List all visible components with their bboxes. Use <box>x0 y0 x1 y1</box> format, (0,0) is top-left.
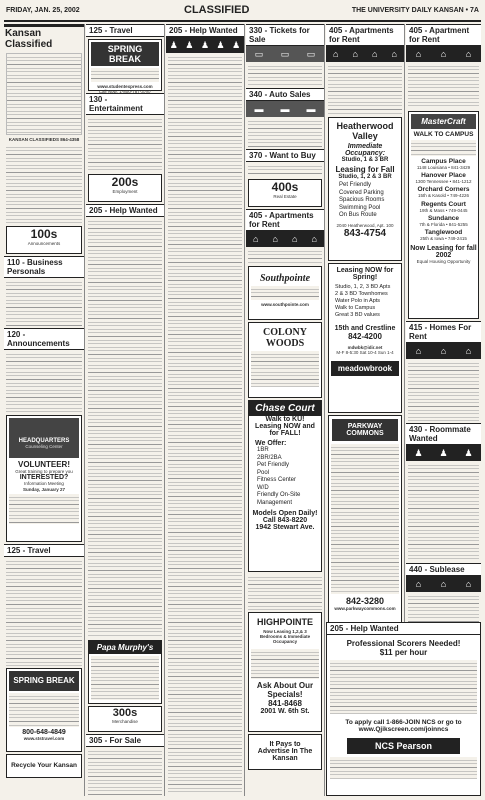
cat-400-box <box>248 179 322 207</box>
equal-housing: Equal Housing Opportunity <box>416 259 471 265</box>
chase-item: Fitness Center <box>257 477 297 483</box>
chase-addr: 1942 Stewart Ave. <box>255 524 315 531</box>
heading-340: 340 - Auto Sales <box>246 88 324 101</box>
property-name: Regents Court <box>421 200 466 208</box>
heading-130: 130 - Entertainment <box>86 93 164 115</box>
house-icon: ⌂ <box>333 49 339 59</box>
hv-item: Spacious Rooms <box>339 197 385 203</box>
property-list <box>409 158 478 241</box>
property-name: Sundance <box>427 214 460 222</box>
cat-100: 100s <box>30 227 58 242</box>
heading-405-c6: 405 - Apartment for Rent <box>406 24 481 46</box>
body-405-c5 <box>328 63 402 115</box>
cat-400: 400s <box>271 180 299 194</box>
hv-item: Swimming Pool <box>339 204 381 211</box>
property-phone: 7th & Florida • 841-5255 <box>419 221 468 227</box>
hv-studio: Studio, 1 & 3 BR <box>341 157 389 163</box>
house-icon: ⌂ <box>440 346 447 356</box>
house-icon: ⌂ <box>415 579 422 589</box>
southpointe-ad <box>248 266 322 320</box>
chase-phone: Call 843-8220 <box>262 517 308 524</box>
chase-title: Chase Court <box>249 401 321 416</box>
house-icon: ⌂ <box>440 49 447 59</box>
property-name: Orchard Corners <box>417 186 470 194</box>
body-130 <box>88 116 162 172</box>
hp-leasing: Now Leasing 1,2,& 3 Bedrooms & Immediate Occupancy <box>259 629 311 645</box>
body-415 <box>408 360 479 422</box>
hv-title: Heatherwood Valley <box>336 121 394 141</box>
southpointe-url: www.southpointe.com <box>261 302 309 307</box>
cat-400-label: Real Estate <box>273 194 297 199</box>
papa-murphys-ad <box>88 640 162 704</box>
property-name: Hanover Place <box>421 172 466 180</box>
pays-text: It Pays to Advertise In The Kansan <box>257 741 313 762</box>
sb-phone: 800-648-4849 <box>22 729 66 737</box>
body-205-c3 <box>168 54 242 794</box>
sublease-icons <box>406 576 481 592</box>
body-110 <box>6 279 82 327</box>
chase-item: Friendly On-Site Management <box>257 492 301 506</box>
crest: 15th and Crestline <box>334 325 396 332</box>
hv-fall: Leasing for Fall <box>335 165 395 174</box>
property-phone: 1300 Tennessee • 841-1212 <box>415 179 472 185</box>
cat-200-label: Employment <box>112 189 138 194</box>
ticket-icon: ▭ <box>254 48 264 59</box>
person-icon: ♟ <box>232 39 241 50</box>
springbreak-ad <box>6 668 82 752</box>
column-1 <box>4 24 85 796</box>
house-icon: ⌂ <box>292 234 298 244</box>
southpointe-logo: Southpointe <box>259 273 311 284</box>
heading-370: 370 - Want to Buy <box>246 149 324 162</box>
mdw-url: mdwbk@idir.net <box>347 345 383 350</box>
recycle-text: Recycle Your Kansan <box>11 762 77 770</box>
help-wanted-icons <box>166 37 244 53</box>
walk-to-campus: WALK TO CAMPUS <box>413 131 474 138</box>
heading-120: 120 - Announcements <box>4 328 84 350</box>
volunteer-sub: Counseling Center <box>25 444 63 450</box>
pw-phone: 842-3280 <box>345 596 385 606</box>
property-name: Tanglewood <box>424 229 463 237</box>
classifieds-phone: KANSAN CLASSIFIEDS 864-4358 <box>8 137 80 142</box>
colony-line1: COLONY <box>263 327 307 338</box>
house-icon: ⌂ <box>465 49 472 59</box>
chase-sub3: for FALL! <box>269 430 301 437</box>
roommate-icons <box>406 445 481 461</box>
heading-125-c2: 125 - Travel <box>86 24 164 37</box>
hv-occ: Immediate Occupancy: <box>344 143 386 157</box>
body-330 <box>248 63 322 87</box>
heading-440: 440 - Sublease <box>406 563 481 576</box>
person-icon: ♟ <box>185 39 194 50</box>
body-125 <box>6 558 82 666</box>
body-370 <box>248 163 322 177</box>
heading-125: 125 - Travel <box>4 544 84 557</box>
ncs-ad <box>326 622 481 796</box>
cat-300-box <box>88 706 162 732</box>
header-date: FRIDAY, JAN. 25, 2002 <box>6 7 80 14</box>
sb-url: www.ststravel.com <box>23 736 65 742</box>
body-340 <box>248 118 322 148</box>
volunteer-date: Sunday, January 27 <box>23 486 65 492</box>
property-phone: 25th & Iowa • 749-2415 <box>420 236 467 242</box>
highpointe-ad <box>248 612 322 732</box>
leasing-item: Studio, 1, 2, 3 BD Apts <box>335 284 391 290</box>
ncs-pay: $11 per hour <box>379 648 428 657</box>
chase-models: Models Open Daily! <box>252 510 318 517</box>
hp-ask: Ask About Our Specials! <box>256 680 314 699</box>
ncs-body <box>330 660 477 714</box>
cat-100-label: Announcements <box>27 241 61 247</box>
chase-list <box>249 447 321 507</box>
heading-405-c5: 405 - Apartments for Rent <box>326 24 404 46</box>
sb-title: SPRING BREAK <box>13 676 75 686</box>
leasing-spring: Leasing NOW for Spring! <box>336 267 394 281</box>
person-icon: ♟ <box>414 447 423 458</box>
sb2-url: www.studentexpress.com <box>97 84 153 89</box>
volunteer-head: HEADQUARTERS <box>18 438 70 445</box>
chase-court-ad <box>248 400 322 572</box>
volunteer-sub2: Great training to prepare you <box>15 469 73 475</box>
house-icon: ⌂ <box>415 346 422 356</box>
ticket-icon: ▭ <box>306 48 316 59</box>
column-3 <box>166 24 245 796</box>
heading-110: 110 - Business Personals <box>4 256 84 278</box>
volunteer-call: VOLUNTEER! <box>18 460 70 470</box>
column-2 <box>86 24 165 796</box>
leasing-item: Walk to Campus <box>335 305 376 311</box>
parkway-logo: PARKWAY COMMONS <box>332 419 398 441</box>
body-405-c4 <box>248 248 322 264</box>
fall-leasing: Now Leasing for fall 2002 <box>410 245 477 260</box>
papa-title: Papa Murphy's <box>89 641 161 654</box>
leasing-item: Great 3 BD values <box>335 312 380 318</box>
heading-430: 430 - Roommate Wanted <box>406 423 481 445</box>
hv-item: Covered Parking <box>339 189 384 196</box>
car-icon: ▬ <box>254 104 264 114</box>
sb2-title: SPRING BREAK <box>91 42 159 66</box>
pays-ad <box>248 734 322 770</box>
property-phone: 1148 Louisiana • 841-3429 <box>416 165 471 170</box>
cat-200-box <box>88 174 162 202</box>
chase-item: W/D <box>257 484 269 491</box>
heatherwood-ad <box>328 117 402 261</box>
colony-line2: WOODS <box>265 338 305 349</box>
house-icon: ⌂ <box>391 49 397 59</box>
chase-item: Pet Friendly <box>257 462 290 468</box>
heading-330: 330 - Tickets for Sale <box>246 24 324 46</box>
body-apts-c4 <box>248 574 322 610</box>
cat-300: 300s <box>112 707 138 719</box>
house-icon: ⌂ <box>272 234 278 244</box>
masthead-info <box>6 53 82 135</box>
hv-fall-sub: Studio, 1, 2 & 3 BR <box>338 174 392 180</box>
chase-offer: We Offer: <box>255 440 287 447</box>
heading-305: 305 - For Sale <box>86 734 164 747</box>
highpointe-logo: HIGHPOINTE <box>256 617 313 627</box>
heading-415: 415 - Homes For Rent <box>406 321 481 343</box>
house-icon: ⌂ <box>465 579 472 589</box>
colony-woods-ad <box>248 322 322 398</box>
heading-205-ncs: 205 - Help Wanted <box>327 623 480 635</box>
sb2-phone: Call Now: 1-800-787-3787 <box>98 89 152 95</box>
hv-list <box>329 182 401 220</box>
ncs-apply: To apply call 1-866-JOIN NCS or go to www.Qjikscreen.com/joinncs <box>345 719 462 733</box>
house-icons-c5 <box>326 46 404 62</box>
mdw-hours: M-F 8-5:30 Sat 10-4 Sun 1-4 <box>336 350 394 356</box>
header-page-label: THE UNIVERSITY DAILY KANSAN • 7A <box>351 7 479 14</box>
leasing-list <box>329 284 401 319</box>
volunteer-ad <box>6 415 82 542</box>
person-icon: ♟ <box>464 447 473 458</box>
meadowbrook-logo: meadowbrook <box>331 361 399 376</box>
studentexpress-ad <box>88 39 162 95</box>
person-icon: ♟ <box>169 39 178 50</box>
car-icon: ▬ <box>306 104 316 114</box>
property-phone: 19th & Mass • 749-0445 <box>419 207 468 213</box>
chase-sub2: Leasing NOW and <box>255 423 315 430</box>
cat-300-label: Merchandise <box>112 719 138 724</box>
crest-phone: 842-4200 <box>348 332 382 341</box>
property-phone: 15th & Kasold • 749-4226 <box>417 193 470 199</box>
house-icon: ⌂ <box>311 234 317 244</box>
house-icons-c6 <box>406 46 481 62</box>
masthead: Kansan Classified <box>4 24 84 51</box>
property-name: Campus Place <box>421 158 466 165</box>
car-icons <box>246 101 324 117</box>
person-icon: ♟ <box>439 447 448 458</box>
house-icon: ⌂ <box>465 346 472 356</box>
hp-phone: 841-8468 <box>268 698 302 708</box>
heading-205-c2: 205 - Help Wanted <box>86 204 164 217</box>
hv-item: Pet Friendly <box>339 182 372 188</box>
column-4 <box>246 24 325 796</box>
heading-405-c4: 405 - Apartments for Rent <box>246 209 324 231</box>
page-header <box>4 4 481 22</box>
hv-addr: 2040 Heatherwood, Apt. 100 <box>336 222 394 228</box>
ncs-title: Professional Scorers Needed! <box>346 639 461 648</box>
parkway-ad <box>328 415 402 629</box>
chase-item: 1BR <box>257 447 269 453</box>
pw-url: www.parkwaycommons.com <box>334 606 396 611</box>
body-205-c2 <box>88 218 162 638</box>
volunteer-meeting: Information Meeting <box>24 481 64 487</box>
chase-sub1: Walk to KU! <box>265 416 305 423</box>
meadowbrook-ad <box>328 263 402 413</box>
house-icon: ⌂ <box>440 579 447 589</box>
mastercraft-logo: MasterCraft <box>411 114 476 129</box>
hv-phone: 843-4754 <box>343 227 387 239</box>
house-icon: ⌂ <box>253 234 259 244</box>
ticket-icons <box>246 46 324 62</box>
hp-addr: 2001 W. 6th St. <box>260 707 310 715</box>
body-305 <box>88 748 162 796</box>
mastercraft-ad <box>408 111 479 319</box>
house-icon: ⌂ <box>415 49 422 59</box>
ncs-brand: NCS Pearson <box>347 738 460 754</box>
hv-item: On Bus Route <box>339 212 377 218</box>
recycle-ad <box>6 754 82 778</box>
car-icon: ▬ <box>280 104 290 114</box>
house-icon: ⌂ <box>352 49 358 59</box>
house-icons-c4 <box>246 231 324 247</box>
rates-text <box>6 144 82 224</box>
person-icon: ♟ <box>200 39 210 50</box>
body-430 <box>408 462 479 562</box>
chase-item: Pool <box>257 469 270 476</box>
cat-100-box <box>6 226 82 254</box>
person-icon: ♟ <box>216 39 225 50</box>
cat-200: 200s <box>111 175 139 189</box>
heading-205-c3: 205 - Help Wanted <box>166 24 244 37</box>
volunteer-interested: INTERESTED? <box>19 474 69 482</box>
body-405-c6 <box>408 63 479 109</box>
body-120 <box>6 351 82 413</box>
leasing-item: 2 & 3 BD Townhomes <box>335 291 388 297</box>
chase-item: 2BR/2BA <box>257 454 282 461</box>
house-icons-415 <box>406 343 481 359</box>
ticket-icon: ▭ <box>280 48 290 59</box>
house-icon: ⌂ <box>372 49 378 59</box>
header-section: CLASSIFIED <box>184 4 250 16</box>
leasing-item: Water Polo in Apts <box>335 298 381 304</box>
